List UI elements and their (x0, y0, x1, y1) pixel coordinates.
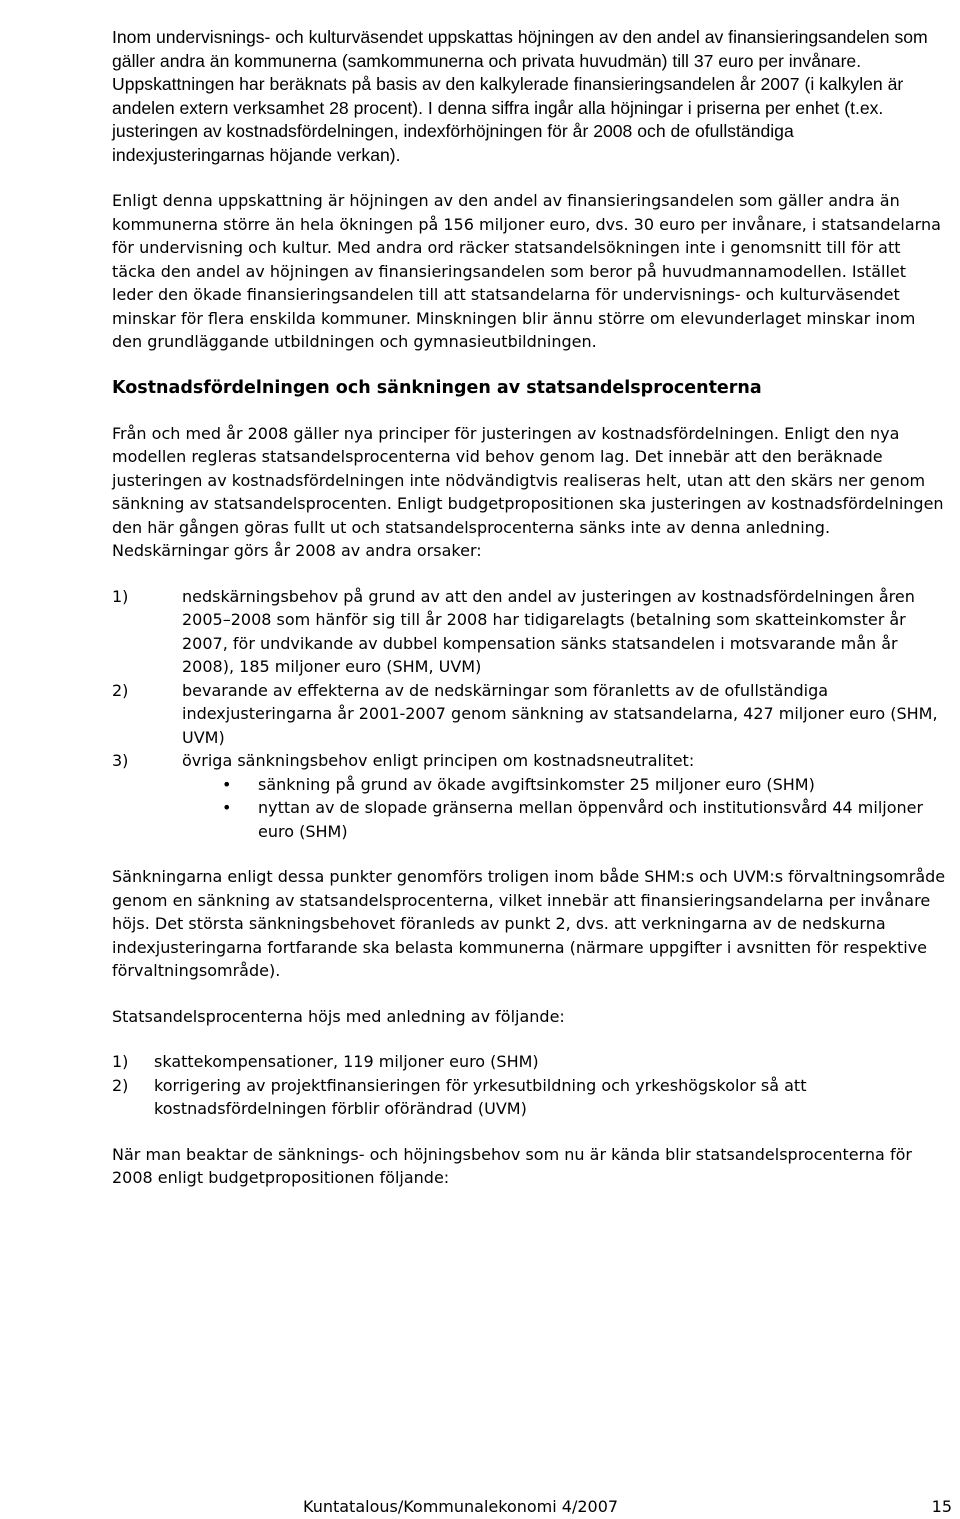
list-item (112, 1050, 948, 1074)
list-number: 3) (112, 751, 129, 770)
list-item (112, 1074, 948, 1121)
list-item (112, 679, 948, 750)
increases-list (112, 1050, 948, 1121)
list-text (182, 749, 948, 843)
bullet-icon: • (222, 798, 232, 817)
list-text: korrigering av projektfinansieringen för yrkesutbildning och yrkeshögskolor så att kostnadsfördelningen förblir oförändrad (UVM) (154, 1075, 807, 1118)
bullet-item (222, 796, 948, 843)
page-number: 15 (931, 1497, 952, 1516)
list-item (112, 749, 948, 843)
list-text: nedskärningsbehov på grund av att den andel av justeringen av kostnadsfördelningen åren 2005–2008 som hänför sig till år 2008 har tidigarelagts (betalning som skatteinkomster år 2007, för undvikande av dubbel kompensation sänks statsandelen i motsvarande mån år 2008), 185 miljoner euro (SHM, UVM) (182, 586, 915, 676)
document-body (112, 26, 948, 1190)
list-number: 2) (112, 1075, 129, 1095)
paragraph-intro: Inom undervisnings- och kulturväsendet uppskattas höjningen av den andel av finansieringsandelen som gäller andra än kommunerna (samkommunerna och privata huvudmän) till 37 euro per invånare. Uppskattningen har beräknats på basis av den kalkylerade finansieringsandelen år 2007 (i kalkylen är andelen extern verksamhet 28 procent). I denna siffra ingår alla höjningar i priserna per enhet (t.ex. justeringen av kostnadsfördelningen, indexförhöjningen för år 2008 och de ofullständiga indexjusteringarnas höjande verkan). (112, 27, 928, 165)
section-heading: Kostnadsfördelningen och sänkningen av statsandelsprocenterna (112, 377, 762, 398)
list-number: 1) (112, 1052, 129, 1071)
paragraph-increases-intro: Statsandelsprocenterna höjs med anledning av följande: (112, 1006, 565, 1026)
footer-journal: Kuntatalous/Kommunalekonomi 4/2007 (303, 1497, 619, 1516)
list-text: bevarande av effekterna av de nedskärningar som föranletts av de ofullständiga indexjusteringarna år 2001-2007 genom sänkning av statsandelarna, 427 miljoner euro (SHM, UVM) (182, 680, 938, 747)
paragraph-conclusion: När man beaktar de sänknings- och höjningsbehov som nu är kända blir statsandelsprocenterna för 2008 enligt budgetpropositionen följande: (112, 1144, 912, 1187)
paragraph-estimate: Enligt denna uppskattning är höjningen av den andel av finansieringsandelen som gäller andra än kommunerna större än hela ökningen på 156 miljoner euro, dvs. 30 euro per invånare, i statsandelarna för undervisning och kultur. Med andra ord räcker statsandelsökningen inte i genomsnitt till för att täcka den andel av höjningen av finansieringsandelen som beror på huvudmannamodellen. Istället leder den ökade finansieringsandelen till att statsandelarna för undervisnings- och kulturväsendet minskar för flera enskilda kommuner. Minskningen blir ännu större om elevunderlaget minskar inom den grundläggande utbildningen och gymnasieutbildningen. (112, 191, 941, 351)
paragraph-reductions-summary: Sänkningarna enligt dessa punkter genomförs troligen inom både SHM:s och UVM:s förvaltningsområde genom en sänkning av statsandelsprocenterna, vilket innebär att finansieringsandelarna per invånare höjs. Det största sänkningsbehovet föranleds av punkt 2, dvs. att verkningarna av de nedskurna indexjusteringarna fortfarande ska belasta kommunerna (närmare uppgifter i avsnitten för respektive förvaltningsområde). (112, 867, 946, 980)
list-item (112, 585, 948, 679)
paragraph-cost-distribution: Från och med år 2008 gäller nya principer för justeringen av kostnadsfördelningen. Enligt den nya modellen regleras statsandelsprocenterna vid behov genom lag. Det innebär att den beräknade justeringen av kostnadsfördelningen inte nödvändigtvis realiseras helt, utan att den skärs ner genom sänkning av statsandelsprocenten. Enligt budgetpropositionen ska justeringen av kostnadsfördelningen den här gången göras fullt ut och statsandelsprocenterna sänks inte av denna anledning. Nedskärningar görs år 2008 av andra orsaker: (112, 423, 944, 560)
list-number: 1) (112, 586, 129, 606)
bullet-text: sänkning på grund av ökade avgiftsinkomster 25 miljoner euro (SHM) (258, 774, 815, 794)
reductions-list (112, 585, 948, 844)
bullet-text: nyttan av de slopade gränserna mellan öppenvård och institutionsvård 44 miljoner euro (SHM) (258, 798, 924, 841)
list-number: 2) (112, 680, 129, 700)
bullet-item (222, 773, 948, 797)
bullet-list (182, 773, 948, 844)
bullet-icon: • (222, 774, 232, 794)
list-text-main: övriga sänkningsbehov enligt principen om kostnadsneutralitet: (182, 751, 695, 770)
list-text: skattekompensationer, 119 miljoner euro (SHM) (154, 1052, 539, 1071)
